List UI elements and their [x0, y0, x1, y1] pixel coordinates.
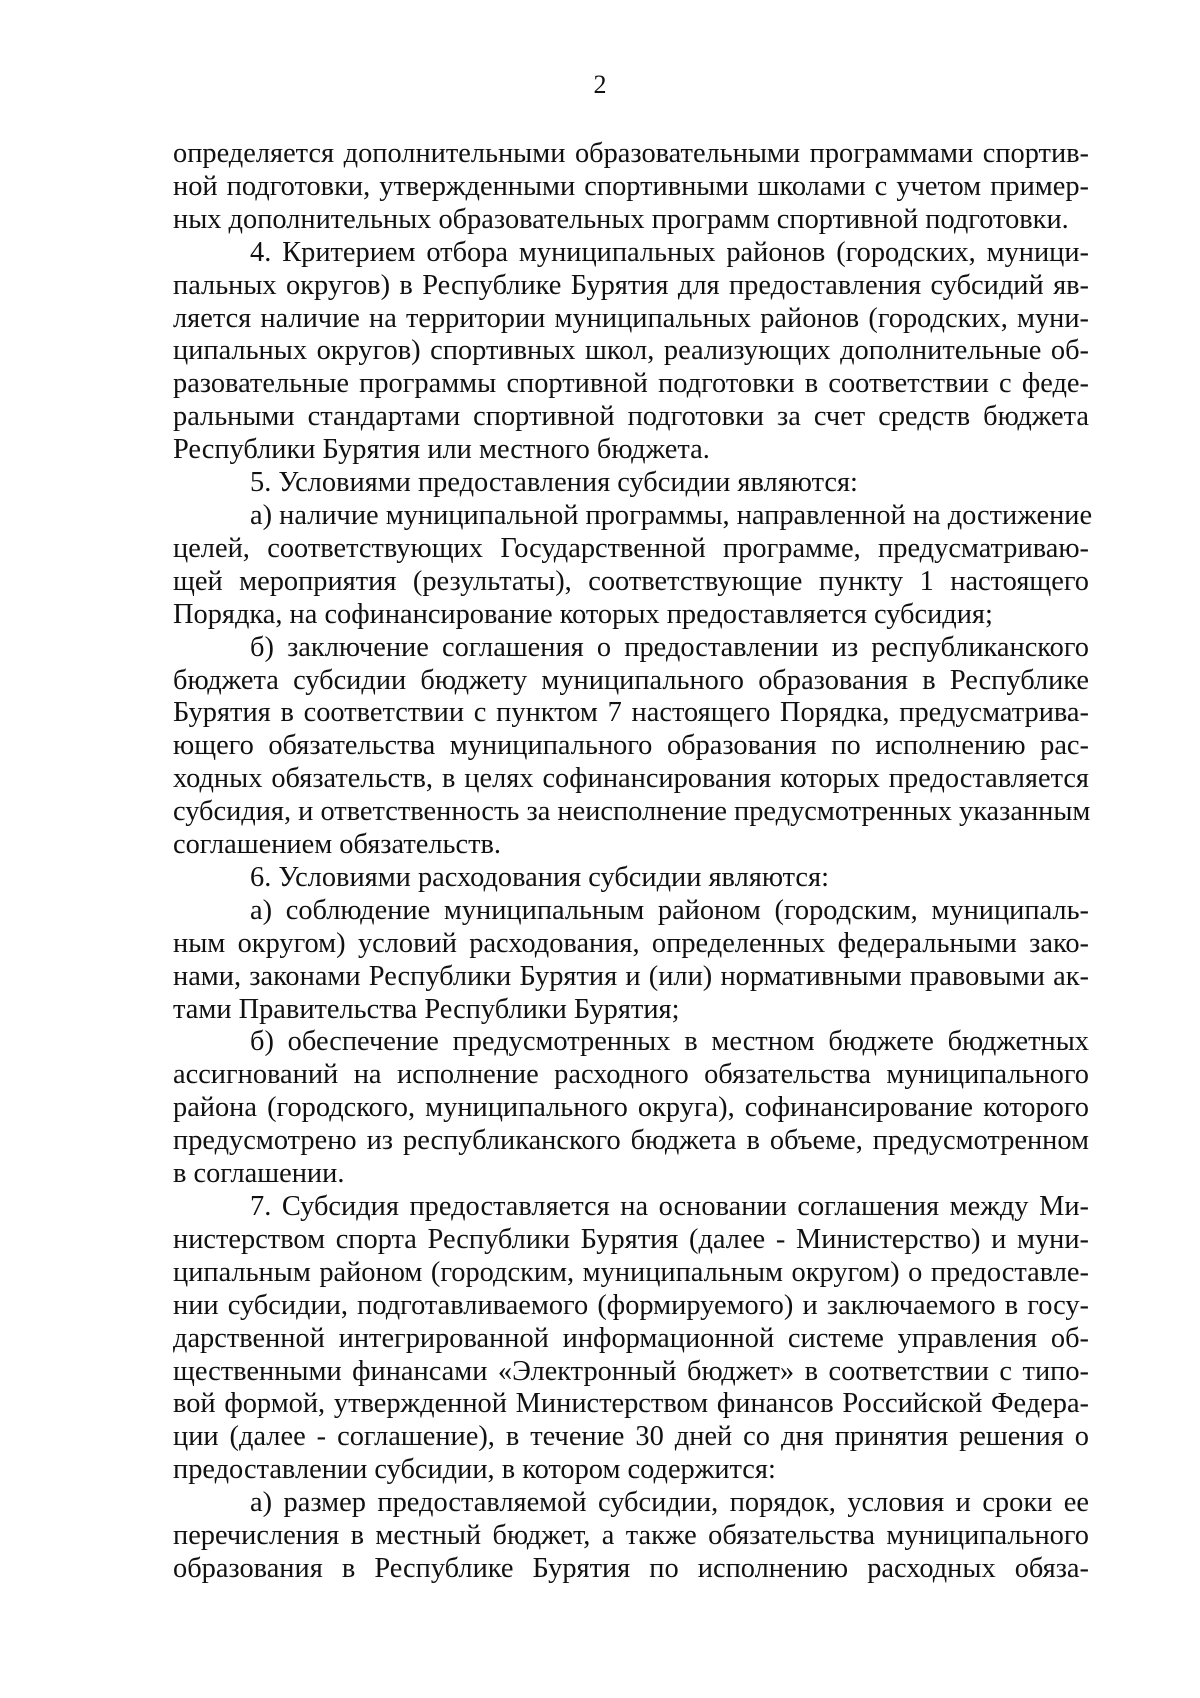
text-line: Порядка, на софинансирование которых предоставляется субсидия;: [173, 598, 993, 630]
paragraph-p-5: [173, 467, 1089, 500]
paragraph-p-4: [173, 237, 1089, 467]
text-line: 6. Условиями расходования субсидии являются:: [250, 861, 829, 893]
text-line: пальных округов) в Республике Бурятия для предоставления субсидий яв-: [173, 269, 1089, 301]
text-line: перечисления в местный бюджет, а также обязательства муниципального: [173, 1520, 1089, 1552]
paragraph-p-6b: [173, 1026, 1089, 1191]
text-line: 7. Субсидия предоставляется на основании соглашения между Ми-: [250, 1191, 1089, 1222]
text-line: дарственной интегрированной информационной системе управления об-: [173, 1322, 1089, 1354]
page-number: 2: [593, 70, 607, 99]
paragraph-p-7a: [173, 1487, 1089, 1586]
text-line: тами Правительства Республики Бурятия;: [173, 993, 680, 1025]
text-line: образования в Республике Бурятия по исполнению расходных обяза-: [173, 1552, 1089, 1584]
text-line: б) обеспечение предусмотренных в местном бюджете бюджетных: [250, 1026, 1089, 1058]
text-line: б) заключение соглашения о предоставлении из республиканского: [250, 631, 1089, 663]
text-line: Республики Бурятия или местного бюджета.: [173, 434, 710, 466]
text-line: бюджета субсидии бюджету муниципального образования в Республике: [173, 664, 1089, 696]
text-line: щественными финансами «Электронный бюджет» в соответствии с типо-: [173, 1355, 1089, 1387]
text-line: предоставлении субсидии, в котором содержится:: [173, 1454, 776, 1486]
paragraph-p-continuation: [173, 138, 1089, 237]
text-line: 4. Критерием отбора муниципальных районов (городских, муници-: [250, 236, 1089, 268]
paragraph-p-5a: [173, 499, 1093, 632]
text-line: в соглашении.: [173, 1158, 345, 1190]
document-body: [173, 138, 1093, 1586]
text-line: 5. Условиями предоставления субсидии являются:: [250, 467, 858, 499]
text-line: а) соблюдение муниципальным районом (городским, муниципаль-: [250, 894, 1089, 926]
text-line: целей, соответствующих Государственной программе, предусматриваю-: [173, 532, 1089, 564]
text-line: нами, законами Республики Бурятия и (или) нормативными правовыми ак-: [173, 960, 1089, 992]
text-line: ципальных округов) спортивных школ, реализующих дополнительные об-: [173, 335, 1089, 367]
text-line: нии субсидии, подготавливаемого (формируемого) и заключаемого в госу-: [173, 1289, 1089, 1321]
text-line: ных дополнительных образовательных программ спортивной подготовки.: [173, 203, 1069, 235]
paragraph-p-6a: [173, 895, 1089, 1027]
paragraph-p-6: [173, 862, 1089, 895]
text-line: ляется наличие на территории муниципальных районов (городских, муни-: [173, 302, 1089, 334]
paragraph-p-7: [173, 1191, 1089, 1487]
text-line: ходных обязательств, в целях софинансирования которых предоставляется: [173, 763, 1089, 795]
text-line: нистерством спорта Республики Бурятия (далее - Министерство) и муни-: [173, 1223, 1089, 1255]
text-line: предусмотрено из республиканского бюджета в объеме, предусмотренном: [173, 1125, 1089, 1157]
text-line: ральными стандартами спортивной подготовки за счет средств бюджета: [173, 401, 1089, 433]
text-line: щей мероприятия (результаты), соответствующие пункту 1 настоящего: [173, 565, 1089, 597]
text-line: вой формой, утвержденной Министерством финансов Российской Федера-: [173, 1388, 1089, 1420]
paragraph-p-5b: [173, 632, 1089, 862]
text-line: разовательные программы спортивной подготовки в соответствии с феде-: [173, 368, 1089, 400]
text-line: ции (далее - соглашение), в течение 30 дней со дня принятия решения о: [173, 1421, 1089, 1453]
text-line: ассигнований на исполнение расходного обязательства муниципального: [173, 1059, 1089, 1091]
text-line: определяется дополнительными образовательными программами спортив-: [173, 138, 1089, 169]
text-line: ной подготовки, утвержденными спортивными школами с учетом пример-: [173, 170, 1089, 202]
text-line: субсидия, и ответственность за неисполнение предусмотренных указанным: [173, 796, 1091, 828]
text-line: ципальным районом (городским, муниципальным округом) о предоставле-: [173, 1256, 1089, 1288]
text-line: а) наличие муниципальной программы, направленной на достижение: [250, 499, 1093, 531]
text-line: ным округом) условий расходования, определенных федеральными зако-: [173, 927, 1089, 959]
text-line: Бурятия в соответствии с пунктом 7 настоящего Порядка, предусматрива-: [173, 697, 1089, 729]
text-line: района (городского, муниципального округа), софинансирование которого: [173, 1092, 1089, 1124]
text-line: а) размер предоставляемой субсидии, порядок, условия и сроки ее: [250, 1487, 1089, 1519]
text-line: ющего обязательства муниципального образования по исполнению рас-: [173, 730, 1089, 762]
text-line: соглашением обязательств.: [173, 829, 501, 861]
